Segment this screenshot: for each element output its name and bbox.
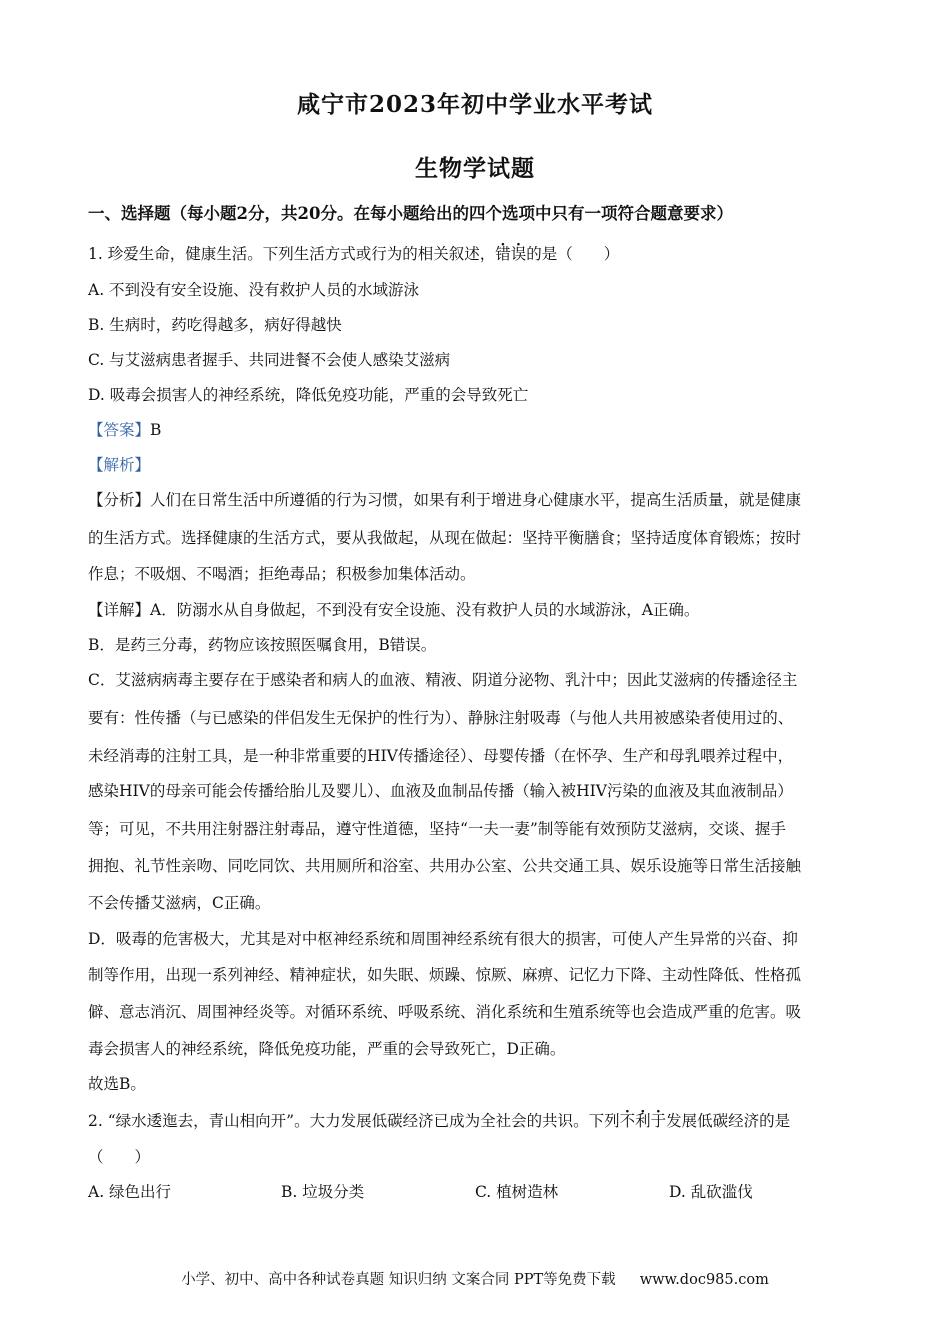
q2-option-a: A. 绿色出行 — [88, 1183, 172, 1201]
xiangjie-d-line-3: 僻、意志消沉、周围神经炎等。对循环系统、呼吸系统、消化系统和生殖系统等也会造成严重的危害。吸 — [88, 1003, 802, 1021]
q1-stem — [88, 243, 863, 265]
xiangjie-c-line-2: 要有：性传播（与已感染的伴侣发生无保护的性行为）、静脉注射吸毒（与他人共用被感染者使用过的、 — [88, 709, 794, 727]
xiangjie-c-line-7: 不会传播艾滋病，C正确。 — [88, 894, 271, 912]
xiangjie-d-line-2: 制等作用，出现一系列神经、精神症状，如失眠、烦躁、惊厥、麻痹、记忆力下降、主动性降低、性格孤 — [88, 966, 802, 984]
footer-text: 小学、初中、高中各种试卷真题 知识归纳 文案合同 PPT等免费下载 — [181, 1272, 616, 1288]
q1-stem-pre: 1. 珍爱生命，健康生活。下列生活方式或行为的相关叙述， — [88, 245, 496, 263]
q2-option-b: B. 垃圾分类 — [281, 1183, 365, 1201]
xiangjie-c-line-1: C．艾滋病病毒主要存在于感染者和病人的血液、精液、阴道分泌物、乳汁中；因此艾滋病的传播途径主 — [88, 671, 798, 689]
q2-stem-post: 发展低碳经济的是 — [666, 1112, 791, 1130]
q1-emphasis-char-2: 误 — [510, 245, 527, 263]
xiangjie-c-line-5: 等；可见，不共用注射器注射毒品，遵守性道德，坚持“一夫一妻”制等能有效预防艾滋病，交谈、握手 — [88, 820, 786, 838]
fenxi-line-3: 作息；不吸烟、不喝酒；拒绝毒品；积极参加集体活动。 — [88, 565, 476, 583]
q2-option-c: C. 植树造林 — [475, 1183, 559, 1201]
q2-emphasis-char-3: 于 — [650, 1112, 667, 1130]
fenxi-line-1: 【分析】人们在日常生活中所遵循的行为习惯，如果有利于增进身心健康水平，提高生活质量，就是健康 — [88, 491, 802, 509]
xiangjie-tag: 【详解】 — [88, 601, 151, 619]
q1-option-b: B. 生病时，药吃得越多，病好得越快 — [88, 316, 342, 334]
fenxi-tag: 【分析】 — [88, 491, 151, 509]
xiangjie-d-line-4: 毒会损害人的神经系统，降低免疫功能，严重的会导致死亡，D正确。 — [88, 1040, 566, 1058]
q2-stem-pre: 2. “绿水逶迤去，青山相向开”。大力发展低碳经济已成为全社会的共识。下列 — [88, 1112, 620, 1130]
section-heading: 一、选择题（每小题2分，共20分。在每小题给出的四个选项中只有一项符合题意要求） — [88, 204, 733, 223]
xiangjie-c-line-6: 拥抱、礼节性亲吻、同吃同饮、共用厕所和浴室、共用办公室、公共交通工具、娱乐设施等日常生活接触 — [88, 857, 802, 875]
q2-emphasis-char-2: 利 — [635, 1112, 651, 1130]
q1-option-c: C. 与艾滋病患者握手、共同进餐不会使人感染艾滋病 — [88, 351, 451, 369]
fenxi-line-2: 的生活方式。选择健康的生活方式，要从我做起，从现在做起：坚持平衡膳食；坚持适度体育锻炼；按时 — [88, 529, 802, 547]
q1-option-d: D. 吸毒会损害人的神经系统，降低免疫功能，严重的会导致死亡 — [88, 386, 529, 404]
footer-url[interactable]: www.doc985.com — [639, 1272, 769, 1288]
xiangjie-c-line-3: 未经消毒的注射工具，是一种非常重要的HIV传播途径）、母婴传播（在怀孕、生产和母乳喂养过程中， — [88, 747, 794, 765]
q2-stem-line-2: （ ） — [88, 1148, 151, 1166]
page-footer — [0, 1268, 950, 1289]
q1-answer — [88, 419, 863, 441]
q1-option-a: A. 不到没有安全设施、没有救护人员的水域游泳 — [88, 281, 420, 299]
q2-emphasis-char-1: 不 — [619, 1112, 636, 1130]
q1-stem-post: 的是（ ） — [526, 245, 620, 263]
q2-stem — [88, 1110, 863, 1132]
answer-value: B — [150, 421, 162, 439]
q1-emphasis-char-1: 错 — [495, 245, 511, 263]
xiangjie-d-line-1: D．吸毒的危害极大，尤其是对中枢神经系统和周围神经系统有很大的损害，可使人产生异常的兴奋、抑 — [88, 930, 798, 948]
answer-tag: 【答案】 — [88, 421, 151, 439]
exam-subtitle: 生物学试题 — [415, 155, 535, 182]
analysis-tag: 【解析】 — [88, 456, 151, 474]
q2-option-d: D. 乱砍滥伐 — [669, 1183, 753, 1201]
xiangjie-b: B．是药三分毒，药物应该按照医嘱食用，B错误。 — [88, 636, 437, 654]
xiangjie-c-line-4: 感染HIV的母亲可能会传播给胎儿及婴儿）、血液及血制品传播（输入被HIV污染的血液及其血液制品） — [88, 782, 793, 800]
xiangjie-a: 【详解】A．防溺水从自身做起，不到没有安全设施、没有救护人员的水域游泳，A正确。 — [88, 601, 700, 619]
exam-title: 咸宁市2023年初中学业水平考试 — [296, 91, 653, 118]
q1-conclusion: 故选B。 — [88, 1075, 146, 1093]
